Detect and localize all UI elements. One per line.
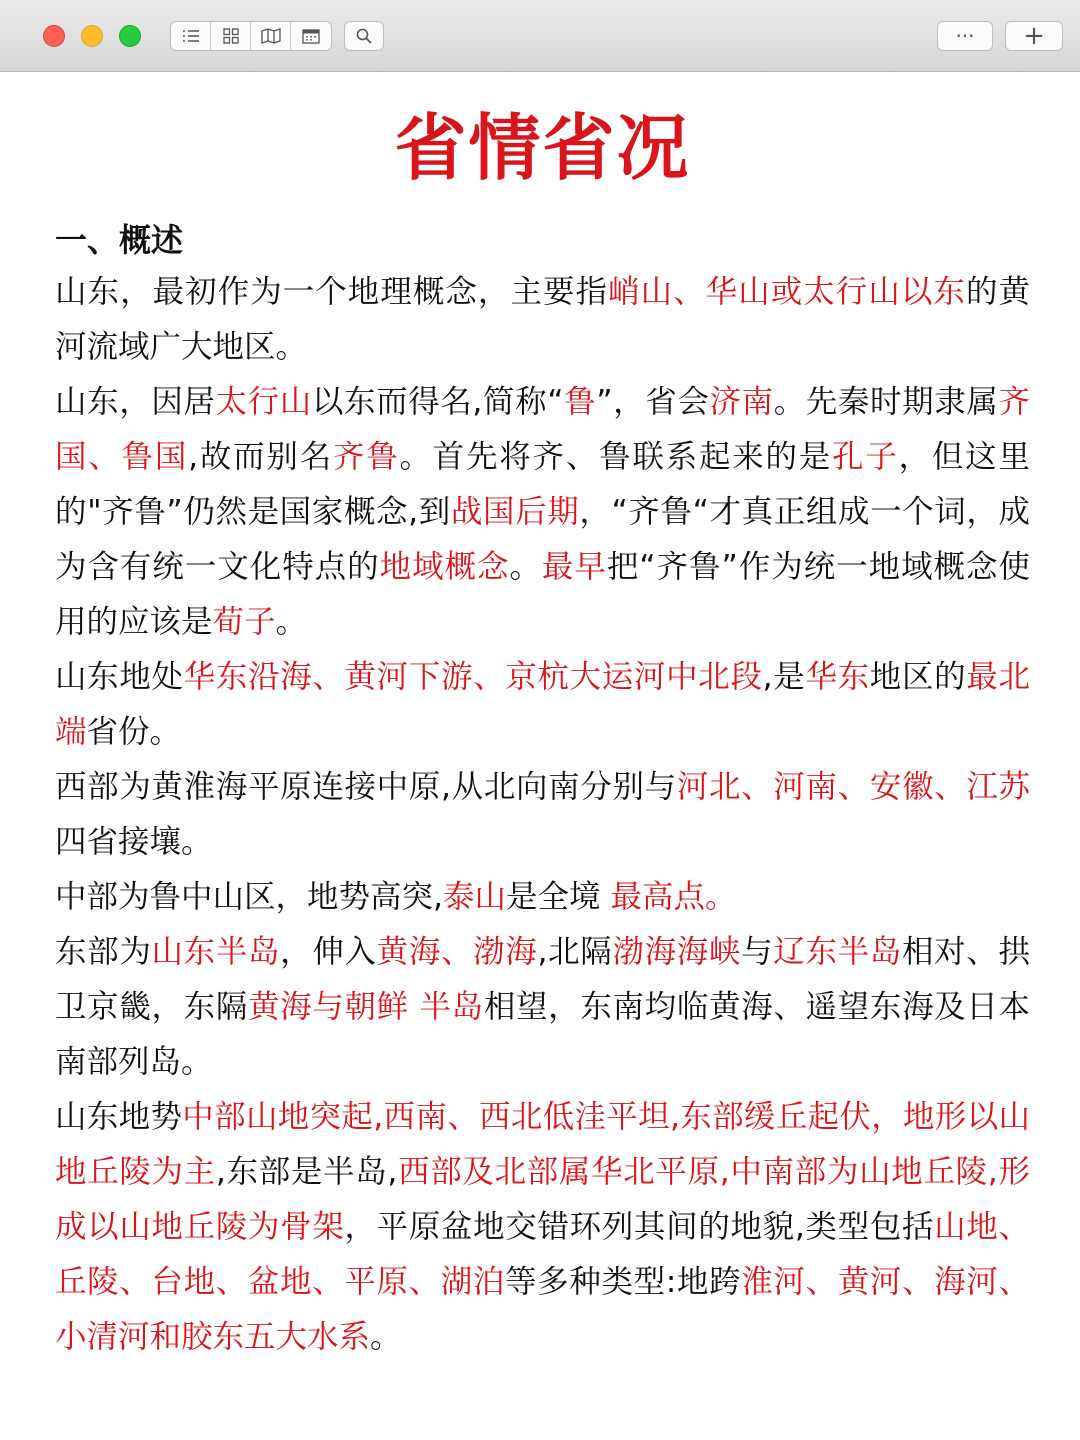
paragraph-text: ，伸入 (280, 934, 377, 970)
paragraph-text: ,东部是半岛, (215, 1154, 398, 1190)
paragraph-text: 是全境 (506, 879, 611, 915)
paragraph-text: 。 (275, 604, 308, 640)
paragraph (55, 925, 1030, 1090)
highlighted-text: 黄海、渤海 (376, 934, 538, 970)
paragraph-text: 西部为黄淮海平原连接中原,从北向南分别与 (55, 769, 677, 805)
zoom-window-button[interactable] (119, 25, 141, 47)
paragraph-text: ，平原盆地交错环列其间的地貌,类型包括 (344, 1209, 935, 1245)
paragraph (55, 650, 1030, 760)
search-icon (356, 28, 372, 44)
paragraph-text: 以东而得名,简称“ (311, 384, 564, 420)
highlighted-text: 齐国、鲁国 (55, 384, 1030, 475)
highlighted-text: 渤海海峡 (612, 934, 742, 970)
list-icon (182, 29, 200, 43)
paragraph (55, 375, 1030, 650)
close-window-button[interactable] (43, 25, 65, 47)
more-icon: ··· (955, 24, 975, 48)
paragraph-text: 。首先将齐、鲁联系起来的是 (399, 439, 833, 475)
paragraph-text: 省份。 (86, 714, 182, 750)
highlighted-text: 山东半岛 (151, 934, 281, 970)
more-options-button[interactable] (937, 21, 993, 51)
search-button[interactable] (344, 21, 384, 51)
paragraph (55, 265, 1030, 375)
section-paragraphs (55, 265, 1030, 1365)
highlighted-text: 中部山地突起,西南、西北低洼平坦,东部缓丘起伏，地形以山地丘陵为主 (55, 1099, 1030, 1190)
plus-icon: + (1023, 21, 1045, 51)
highlighted-text: 最高点。 (610, 879, 737, 915)
highlighted-text: 最早 (541, 549, 607, 585)
highlighted-text: 齐鲁 (332, 439, 400, 475)
paragraph-text: 把“齐鲁”作为统一地域概念使用的应该是 (55, 549, 1030, 640)
highlighted-text: 河北、河南、安徽、江苏 (676, 769, 1030, 805)
highlighted-text: 济南 (709, 384, 774, 420)
highlighted-text: 峭山、华山或太行山以东 (608, 274, 966, 310)
highlighted-text: 华东 (805, 659, 870, 695)
paragraph-text: 。 (509, 549, 542, 585)
calendar-icon (302, 28, 320, 44)
paragraph-text: 山东，最初作为一个地理概念，主要指 (55, 274, 609, 310)
highlighted-text: 战国后期 (450, 494, 580, 530)
highlighted-text: 太行山 (215, 384, 312, 420)
paragraph (55, 1090, 1030, 1365)
grid-view-button[interactable] (211, 22, 251, 50)
paragraph-text: ，“齐鲁“才真正组成一个词，成为含有统一文化特点的 (55, 494, 1031, 585)
paragraph-text: 山东地势 (55, 1099, 183, 1135)
page-title: 省情省况 (394, 106, 691, 190)
paragraph-text: 与 (741, 934, 774, 970)
paragraph-text: 四省接壤。 (55, 824, 213, 860)
minimize-window-button[interactable] (81, 25, 103, 47)
paragraph-text: 相对、拱卫京畿，东隔 (55, 934, 1030, 1025)
window-titlebar (0, 0, 1080, 72)
highlighted-text: 荀子 (212, 604, 276, 640)
paragraph-text: ，但这里的"齐鲁”仍然是国家概念,到 (55, 439, 1030, 530)
paragraph-text: 山东，因居 (55, 384, 216, 420)
grid-icon (223, 28, 239, 44)
paragraph-text: ,是 (762, 659, 806, 695)
highlighted-text: 地域概念 (379, 549, 510, 585)
paragraph (55, 870, 1030, 925)
paragraph-text: 。先秦时期隶属 (773, 384, 999, 420)
paragraph-text: 山东地处 (55, 659, 184, 695)
paragraph-text: ,故而别名 (188, 439, 333, 475)
highlighted-text: 黄海与朝鲜 半岛 (248, 989, 484, 1025)
paragraph-text: 的黄河流域广大地区。 (55, 274, 1030, 365)
highlighted-text: 最北端 (55, 659, 1030, 750)
list-view-button[interactable] (171, 22, 211, 50)
paragraph-text: ”，省会 (596, 384, 710, 420)
highlighted-text: 山地、丘陵、台地、盆地、平原、湖泊 (55, 1209, 1030, 1300)
section-heading: 一、概述 (55, 221, 184, 259)
highlighted-text: 泰山 (443, 879, 507, 915)
paragraph-text: 。 (370, 1319, 402, 1355)
highlighted-text: 鲁 (563, 384, 597, 420)
map-icon (261, 28, 281, 44)
calendar-view-button[interactable] (291, 22, 331, 50)
highlighted-text: 华东沿海、黄河下游、京杭大运河中北段 (183, 659, 763, 695)
highlighted-text: 辽东半岛 (773, 934, 902, 970)
paragraph-text: 地区的 (869, 659, 967, 695)
highlighted-text: 淮河、黄河、海河、小清河和胶东五大水系 (55, 1264, 1030, 1355)
paragraph-text: 东部为 (55, 934, 152, 970)
paragraph (55, 760, 1030, 870)
paragraph-text: 相望，东南均临黄海、遥望东海及日本南部列岛。 (55, 989, 1030, 1080)
paragraph-text: 等多种类型:地跨 (505, 1264, 742, 1300)
document-body (55, 72, 1030, 1365)
add-button[interactable] (1005, 21, 1063, 51)
view-mode-segmented-control (170, 21, 332, 51)
paragraph-text: ,北隔 (537, 934, 613, 970)
paragraph-text: 中部为鲁中山区，地势高突, (55, 879, 444, 915)
highlighted-text: 孔子 (832, 439, 899, 475)
highlighted-text: 西部及北部属华北平原,中南部为山地丘陵,形成以山地丘陵为骨架 (55, 1154, 1030, 1245)
map-view-button[interactable] (251, 22, 291, 50)
